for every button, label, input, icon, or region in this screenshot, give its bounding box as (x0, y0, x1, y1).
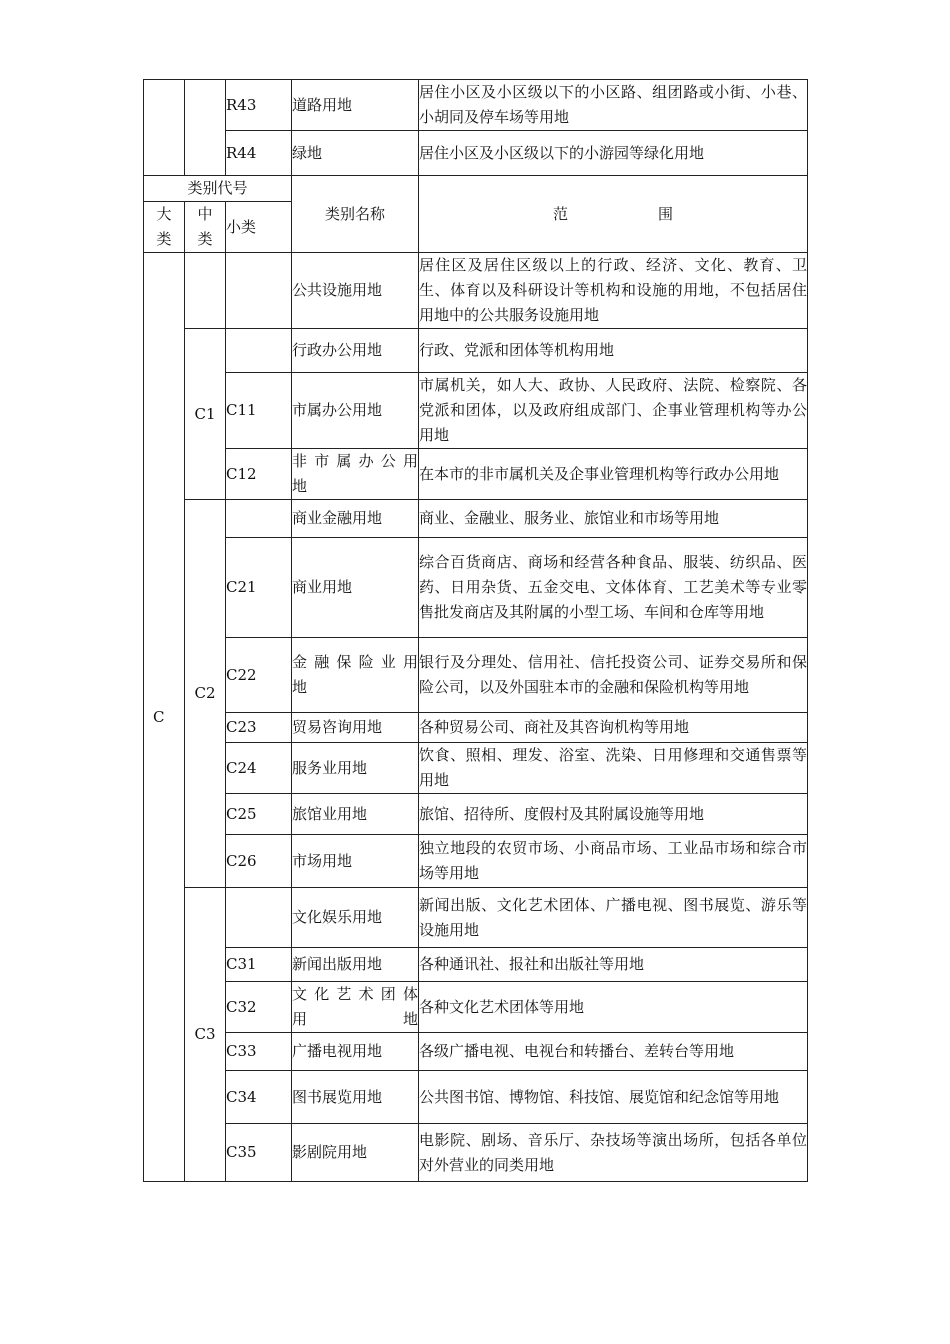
category-scope: 各种通讯社、报社和出版社等用地 (419, 948, 808, 982)
category-name: 贸易咨询用地 (292, 713, 419, 743)
category-scope: 在本市的非市属机关及企事业管理机构等行政办公用地 (419, 449, 808, 500)
category-name: 行政办公用地 (292, 329, 419, 373)
table-row (144, 713, 808, 743)
category-name-line2: 用地 (292, 1010, 418, 1028)
mid-code: C2 (185, 500, 226, 888)
header-minor: 小类 (226, 202, 292, 253)
header-major (144, 202, 185, 253)
category-scope: 各种文化艺术团体等用地 (419, 982, 808, 1033)
category-scope: 综合百货商店、商场和经营各种食品、服装、纺织品、医药、日用杂货、五金交电、文体体育、工艺美术等专业零售批发商店及其附属的小型工场、车间和仓库等用地 (419, 538, 808, 638)
category-name-line1: 金融保险业用 (292, 653, 418, 671)
minor-code: C22 (226, 638, 292, 713)
header-scope (419, 176, 808, 253)
minor-code: C11 (226, 373, 292, 449)
table-row (144, 538, 808, 638)
table-row (144, 373, 808, 449)
table-row (144, 638, 808, 713)
header-mid (185, 202, 226, 253)
category-name: 商业金融用地 (292, 500, 419, 538)
category-name (292, 638, 419, 713)
category-scope: 银行及分理处、信用社、信托投资公司、证券交易所和保险公司，以及外国驻本市的金融和保险机构等用地 (419, 638, 808, 713)
table-row (144, 982, 808, 1033)
minor-code-empty (226, 329, 292, 373)
mid-cell-empty (185, 253, 226, 329)
table-row (144, 948, 808, 982)
category-name: 公共设施用地 (292, 253, 419, 329)
table-row (144, 253, 808, 329)
category-scope: 市属机关，如人大、政协、人民政府、法院、检察院、各党派和团体，以及政府组成部门、企事业管理机构等办公用地 (419, 373, 808, 449)
category-scope: 公共图书馆、博物馆、科技馆、展览馆和纪念馆等用地 (419, 1071, 808, 1124)
category-name: 绿地 (292, 131, 419, 176)
minor-code: C21 (226, 538, 292, 638)
category-scope: 居住小区及小区级以下的小游园等绿化用地 (419, 131, 808, 176)
mid-cell-empty (185, 80, 226, 176)
minor-code: C34 (226, 1071, 292, 1124)
header-mid-b: 类 (197, 230, 213, 248)
category-name: 旅馆业用地 (292, 794, 419, 835)
header-mid-a: 中 (197, 205, 213, 223)
land-use-table (143, 79, 808, 1182)
category-name: 图书展览用地 (292, 1071, 419, 1124)
category-name: 广播电视用地 (292, 1033, 419, 1071)
category-scope: 旅馆、招待所、度假村及其附属设施等用地 (419, 794, 808, 835)
category-scope: 商业、金融业、服务业、旅馆业和市场等用地 (419, 500, 808, 538)
minor-code-empty (226, 888, 292, 948)
minor-code-empty (226, 253, 292, 329)
category-name: 商业用地 (292, 538, 419, 638)
minor-code: C31 (226, 948, 292, 982)
category-name (292, 982, 419, 1033)
header-code-group: 类别代号 (144, 176, 292, 202)
minor-code: C24 (226, 743, 292, 794)
minor-code-empty (226, 500, 292, 538)
table-row (144, 835, 808, 888)
category-name: 市属办公用地 (292, 373, 419, 449)
category-scope: 行政、党派和团体等机构用地 (419, 329, 808, 373)
minor-code: C26 (226, 835, 292, 888)
table-row (144, 794, 808, 835)
header-scope-b: 围 (658, 204, 674, 223)
category-name-line1: 非市属办公用 (292, 452, 418, 470)
table-row (144, 449, 808, 500)
table-row (144, 743, 808, 794)
category-scope: 居住区及居住区级以上的行政、经济、文化、教育、卫生、体育以及科研设计等机构和设施的用地，不包括居住用地中的公共服务设施用地 (419, 253, 808, 329)
category-name-line2: 地 (292, 678, 308, 696)
category-name: 文化娱乐用地 (292, 888, 419, 948)
header-major-a: 大 (156, 205, 172, 223)
minor-code: C32 (226, 982, 292, 1033)
minor-code: C23 (226, 713, 292, 743)
header-major-b: 类 (156, 230, 172, 248)
category-scope: 新闻出版、文化艺术团体、广播电视、图书展览、游乐等设施用地 (419, 888, 808, 948)
minor-code: C25 (226, 794, 292, 835)
table-row (144, 888, 808, 948)
table-row (144, 1033, 808, 1071)
category-name: 道路用地 (292, 80, 419, 131)
minor-code: C33 (226, 1033, 292, 1071)
category-name-line2: 地 (292, 477, 308, 495)
major-cell-empty (144, 80, 185, 176)
minor-code: R44 (226, 131, 292, 176)
mid-code: C1 (185, 329, 226, 500)
header-row (144, 176, 808, 202)
header-scope-a: 范 (552, 204, 568, 223)
major-code: C (144, 253, 185, 1182)
minor-code: C35 (226, 1124, 292, 1182)
category-name (292, 449, 419, 500)
category-scope: 各级广播电视、电视台和转播台、差转台等用地 (419, 1033, 808, 1071)
minor-code: R43 (226, 80, 292, 131)
category-scope: 饮食、照相、理发、浴室、洗染、日用修理和交通售票等用地 (419, 743, 808, 794)
table-row (144, 1071, 808, 1124)
category-name: 新闻出版用地 (292, 948, 419, 982)
category-scope: 居住小区及小区级以下的小区路、组团路或小街、小巷、小胡同及停车场等用地 (419, 80, 808, 131)
table-row (144, 80, 808, 131)
header-name: 类别名称 (292, 176, 419, 253)
mid-code: C3 (185, 888, 226, 1182)
category-scope: 独立地段的农贸市场、小商品市场、工业品市场和综合市场等用地 (419, 835, 808, 888)
table-row (144, 500, 808, 538)
category-name-line1: 文化艺术团体 (292, 985, 418, 1003)
category-scope: 电影院、剧场、音乐厅、杂技场等演出场所，包括各单位对外营业的同类用地 (419, 1124, 808, 1182)
category-name: 市场用地 (292, 835, 419, 888)
table-row (144, 131, 808, 176)
category-scope: 各种贸易公司、商社及其咨询机构等用地 (419, 713, 808, 743)
minor-code: C12 (226, 449, 292, 500)
table-row (144, 1124, 808, 1182)
table-row (144, 329, 808, 373)
category-name: 服务业用地 (292, 743, 419, 794)
category-name: 影剧院用地 (292, 1124, 419, 1182)
